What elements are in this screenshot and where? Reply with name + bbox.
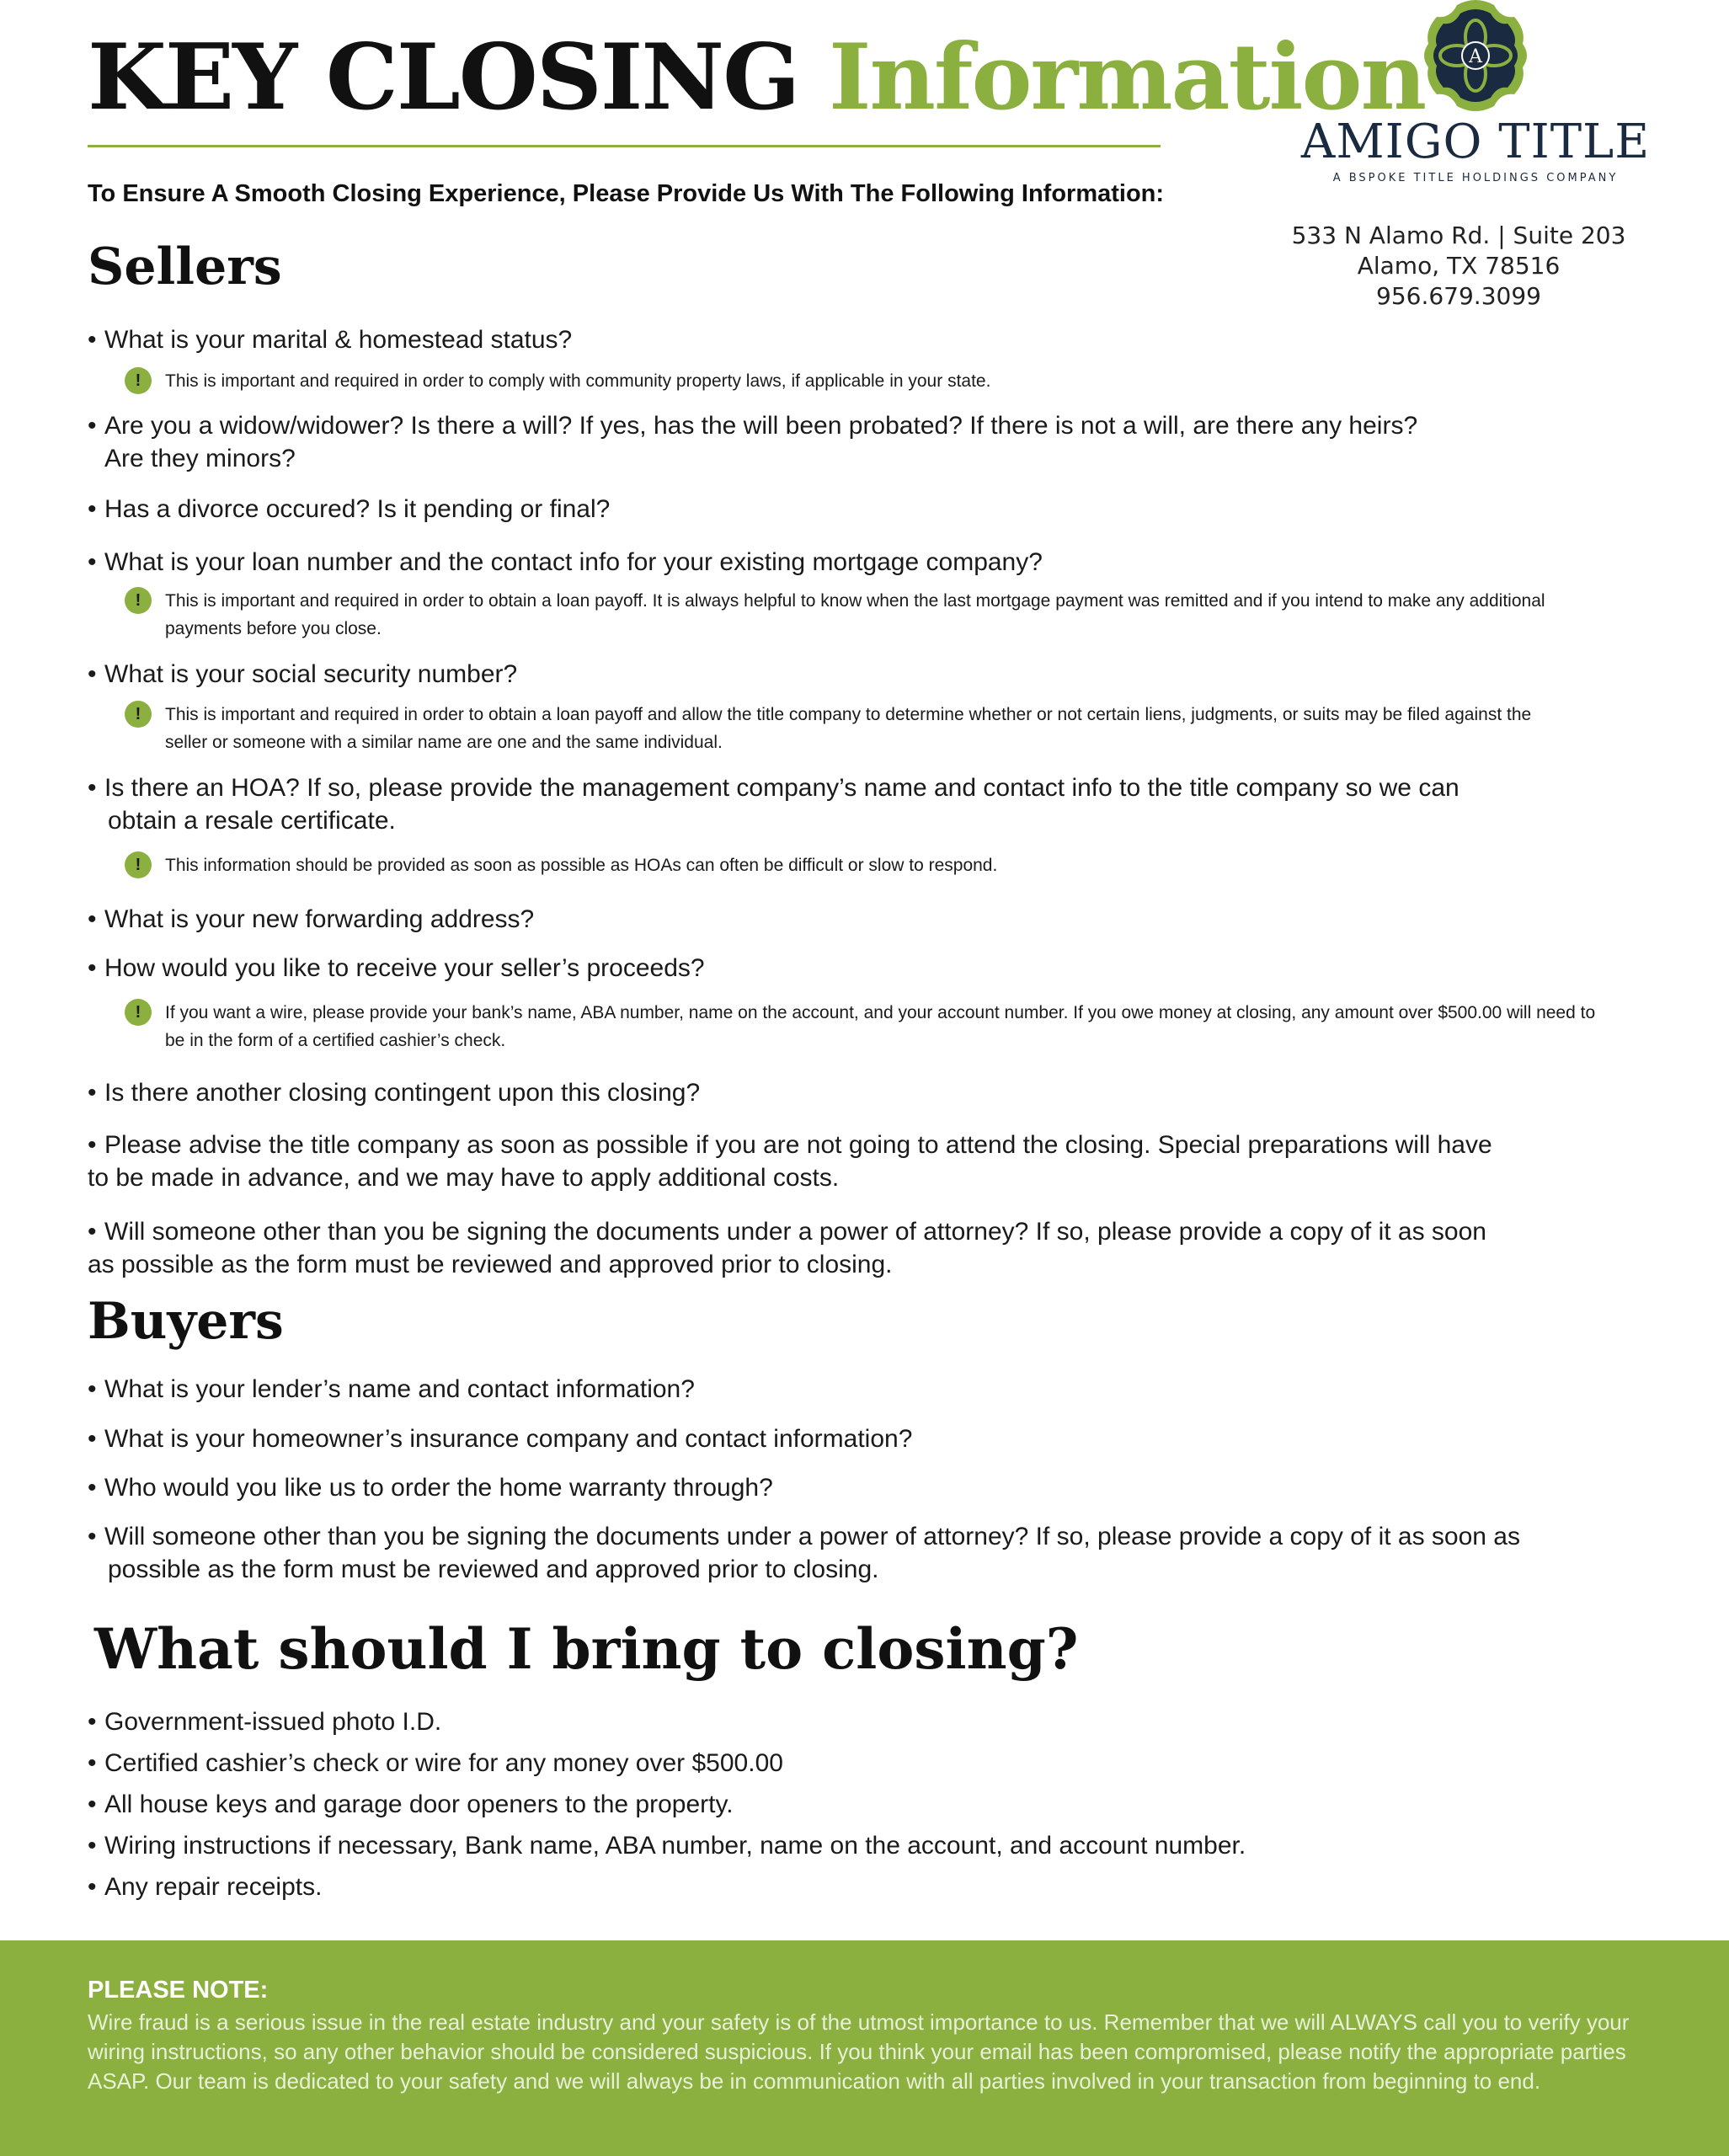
bullet: • [88, 1375, 97, 1403]
question-text: Will someone other than you be signing the documents under a power of attorney? If so, please provide a copy of it as soon [104, 1218, 1486, 1246]
question-text-continued: obtain a resale certificate. [108, 807, 396, 835]
bring-item-text: Any repair receipts. [104, 1873, 323, 1901]
seller-note-loan [125, 587, 1700, 643]
bring-heading: What should I bring to closing? [94, 1616, 1079, 1682]
bullet: • [88, 1749, 97, 1777]
seller-question-attend [88, 1129, 1654, 1194]
company-tagline: A BSPOKE TITLE HOLDINGS COMPANY [1332, 172, 1619, 184]
bullet: • [88, 1790, 97, 1818]
seller-question-contingent [88, 1076, 1654, 1109]
note-text: If you want a wire, please provide your bank’s name, ABA number, name on the account, and your account number. If you owe money at closing, any amount over $500.00 will need to [165, 1003, 1596, 1022]
bullet: • [88, 1218, 97, 1246]
seller-question-forwarding [88, 903, 1654, 936]
bullet: • [88, 1425, 97, 1453]
note-text-continued: seller or someone with a similar name are one and the same individual. [165, 733, 723, 752]
buyer-question-poa [88, 1520, 1654, 1586]
question-text: What is your new forwarding address? [104, 905, 535, 933]
seller-question-hoa [88, 771, 1654, 837]
seller-question-proceeds [88, 952, 1654, 985]
question-text: Is there an HOA? If so, please provide the management company’s name and contact info to the title company so we can [104, 774, 1460, 802]
seller-note-hoa [125, 851, 1700, 879]
title-underline [88, 145, 1161, 147]
question-text: Is there another closing contingent upon this closing? [104, 1079, 701, 1107]
exclamation-icon: ! [125, 999, 152, 1026]
bring-item [88, 1747, 783, 1780]
question-text-continued: Are they minors? [104, 445, 296, 472]
footer-title: PLEASE NOTE: [88, 1977, 269, 2004]
buyer-question-lender [88, 1373, 1654, 1406]
buyers-heading: Buyers [88, 1292, 284, 1351]
bring-item-text: Government-issued photo I.D. [104, 1708, 442, 1736]
footer-body: Wire fraud is a serious issue in the real estate industry and your safety is of the utmost importance to us. Remember that we will ALWAYS call you to verify your wiring instructions, so any other behavior should be considered suspicious. If you think your email has been compromised, please notify the appropriate parties ASAP. Our team is dedicated to your safety and we will always be in communication with all parties involved in your transaction from beginning to end. [88, 2009, 1630, 2094]
question-text-continued: possible as the form must be reviewed and approved prior to closing. [108, 1556, 879, 1583]
exclamation-icon: ! [125, 367, 152, 394]
bullet: • [88, 1474, 97, 1502]
note-text-continued: be in the form of a certified cashier’s check. [165, 1031, 506, 1050]
bring-item [88, 1870, 322, 1903]
title-key-closing: KEY CLOSING [88, 24, 799, 131]
bring-item [88, 1829, 1246, 1862]
title-information: Information [828, 24, 1426, 131]
exclamation-icon: ! [125, 701, 152, 728]
question-text: What is your marital & homestead status? [104, 326, 573, 354]
seller-question-ssn [88, 658, 1654, 691]
sellers-heading: Sellers [88, 237, 282, 296]
bullet: • [88, 1079, 97, 1107]
phone-number: 956.679.3099 [1376, 282, 1541, 310]
bullet: • [88, 1708, 97, 1736]
question-text: What is your lender’s name and contact information? [104, 1375, 695, 1403]
address-line-1: 533 N Alamo Rd. | Suite 203 [1291, 221, 1626, 249]
exclamation-icon: ! [125, 587, 152, 614]
question-text: What is your homeowner’s insurance company and contact information? [104, 1425, 913, 1453]
bullet: • [88, 660, 97, 688]
page-title [88, 24, 1425, 133]
note-text: This is important and required in order to obtain a loan payoff and allow the title company to determine whether or not certain liens, judgments, or suits may be filed against the [165, 705, 1532, 724]
bullet: • [88, 1832, 97, 1860]
company-address [1263, 221, 1654, 312]
buyer-question-warranty [88, 1471, 1654, 1504]
seller-question-marital [88, 323, 1654, 356]
bring-item [88, 1705, 441, 1738]
bullet: • [88, 1131, 97, 1159]
exclamation-icon: ! [125, 851, 152, 878]
question-text: Has a divorce occured? Is it pending or final? [104, 495, 611, 523]
bullet: • [88, 1873, 97, 1901]
buyer-question-insurance [88, 1422, 1654, 1455]
bullet: • [88, 548, 97, 576]
note-text: This information should be provided as soon as possible as HOAs can often be difficult or slow to respond. [165, 856, 998, 875]
question-text: What is your loan number and the contact info for your existing mortgage company? [104, 548, 1043, 576]
bullet: • [88, 495, 97, 523]
amigo-title-logo-icon [1418, 0, 1533, 111]
company-name: AMIGO TITLE [1300, 115, 1651, 169]
note-text: This is important and required in order to comply with community property laws, if applicable in your state. [165, 371, 991, 391]
seller-note-proceeds [125, 999, 1700, 1054]
question-text: Are you a widow/widower? Is there a will? If yes, has the will been probated? If there is not a will, are there any heirs? [104, 412, 1418, 440]
question-text: Please advise the title company as soon as possible if you are not going to attend the closing. Special preparations will have [104, 1131, 1492, 1159]
bring-item-text: Wiring instructions if necessary, Bank name, ABA number, name on the account, and account number. [104, 1832, 1246, 1860]
question-text: Who would you like us to order the home warranty through? [104, 1474, 773, 1502]
address-line-2: Alamo, TX 78516 [1357, 252, 1561, 280]
question-text: How would you like to receive your seller’s proceeds? [104, 954, 705, 982]
logo-monogram: A [1469, 46, 1482, 67]
bullet: • [88, 326, 97, 354]
seller-question-loan [88, 546, 1654, 579]
question-text-continued: to be made in advance, and we may have to apply additional costs. [88, 1164, 840, 1192]
bring-item-text: Certified cashier’s check or wire for any money over $500.00 [104, 1749, 783, 1777]
bullet: • [88, 954, 97, 982]
bring-item [88, 1788, 734, 1821]
bullet: • [88, 412, 97, 440]
seller-question-divorce [88, 493, 1654, 526]
seller-note-marital [125, 367, 1700, 395]
bring-item-text: All house keys and garage door openers to the property. [104, 1790, 734, 1818]
seller-question-widow [88, 409, 1654, 475]
bullet: • [88, 905, 97, 933]
question-text-continued: as possible as the form must be reviewed and approved prior to closing. [88, 1251, 893, 1278]
question-text: Will someone other than you be signing the documents under a power of attorney? If so, please provide a copy of it as soon as [104, 1523, 1520, 1550]
bullet: • [88, 1523, 97, 1550]
seller-question-poa [88, 1215, 1654, 1281]
bullet: • [88, 774, 97, 802]
note-text-continued: payments before you close. [165, 619, 382, 638]
seller-note-ssn [125, 701, 1700, 756]
question-text: What is your social security number? [104, 660, 518, 688]
note-text: This is important and required in order to obtain a loan payoff. It is always helpful to know when the last mortgage payment was remitted and if you intend to make any additional [165, 591, 1545, 611]
intro-text: To Ensure A Smooth Closing Experience, Please Provide Us With The Following Information: [88, 180, 1165, 207]
